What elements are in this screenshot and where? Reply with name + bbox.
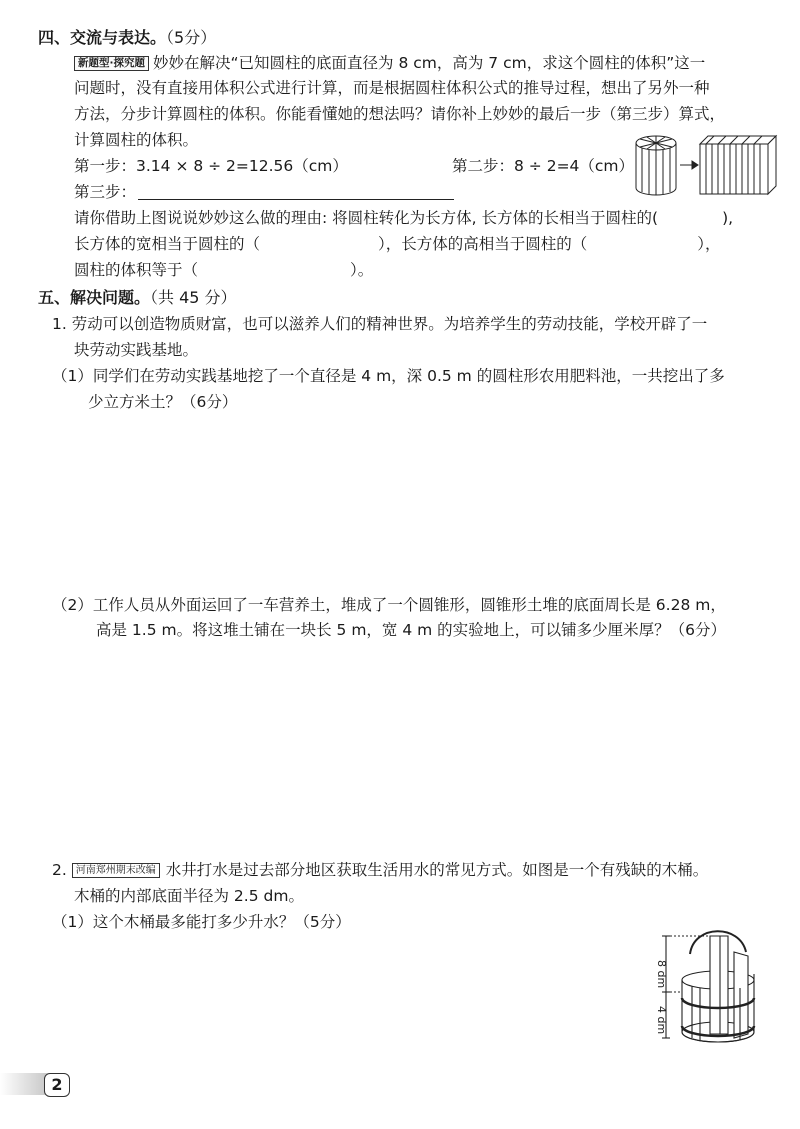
section-4-line-3: 方法，分步计算圆柱的体积。你能看懂她的想法吗？请你补上妙妙的最后一步（第三步）算式，	[74, 105, 726, 123]
reason-line-2: 长方体的宽相当于圆柱的（ ），长方体的高相当于圆柱的（ ），	[74, 235, 721, 253]
q1-sub2-line-1: （2）工作人员从外面运回了一车营养土，堆成了一个圆锥形，圆锥形土堆的底面周长是 6.28 m，	[52, 596, 726, 614]
q2-line-2: 木桶的内部底面半径为 2.5 dm。	[74, 887, 304, 905]
step-3-label: 第三步：	[74, 183, 137, 201]
q1-line-2: 块劳动实践基地。	[74, 341, 199, 359]
step-1: 第一步：3.14 × 8 ÷ 2=12.56（cm）	[74, 157, 348, 175]
reason-line-1: 请你借助上图说说妙妙这么做的理由: 将圆柱转化为长方体, 长方体的长相当于圆柱的( ),	[74, 209, 734, 227]
q1-line-1: 1. 劳动可以创造物质财富，也可以滋养人们的精神世界。为培养学生的劳动技能，学校开辟了一	[52, 315, 708, 333]
section-5-heading: 五、解决问题。（共 45 分）	[38, 288, 237, 307]
step-3-answer-line[interactable]	[138, 199, 454, 200]
section-4-line-1: 新题型·探究题 妙妙在解决“已知圆柱的底面直径为 8 cm，高为 7 cm，求这个圆柱的体积”这一	[74, 53, 705, 73]
wooden-bucket-figure	[652, 922, 780, 1052]
page-number: 2	[44, 1073, 70, 1097]
label-4dm: 4 dm	[655, 1006, 668, 1035]
q2-line-1: 2. 河南郑州期末改编 水井打水是过去部分地区获取生活用水的常见方式。如图是一个有残缺的木桶。	[52, 861, 709, 879]
q1-sub2-line-2: 高是 1.5 m。将这堆土铺在一块长 5 m，宽 4 m 的实验地上，可以铺多少厘米厚？（6分）	[96, 621, 727, 639]
q1-sub1-line-1: （1）同学们在劳动实践基地挖了一个直径是 4 m，深 0.5 m 的圆柱形农用肥料池，一共挖出了多	[52, 367, 725, 385]
section-4-heading: 四、交流与表达。（5分）	[38, 28, 217, 47]
step-2: 第二步：8 ÷ 2=4（cm）	[452, 157, 635, 175]
section-4-line-2: 问题时，没有直接用体积公式进行计算，而是根据圆柱体积公式的推导过程，想出了另外一种	[74, 79, 710, 97]
label-8dm: 8 dm	[655, 960, 668, 989]
section-4-line-4: 计算圆柱的体积。	[74, 131, 199, 149]
cylinder-to-cuboid-figure	[630, 132, 780, 202]
source-tag: 河南郑州期末改编	[72, 863, 160, 878]
q2-sub1: （1）这个木桶最多能打多少升水？（5分）	[52, 913, 351, 931]
q1-sub1-line-2: 少立方米土？（6分）	[88, 393, 238, 411]
new-question-tag: 新题型·探究题	[74, 56, 149, 71]
reason-line-3: 圆柱的体积等于（ ）。	[74, 261, 374, 279]
